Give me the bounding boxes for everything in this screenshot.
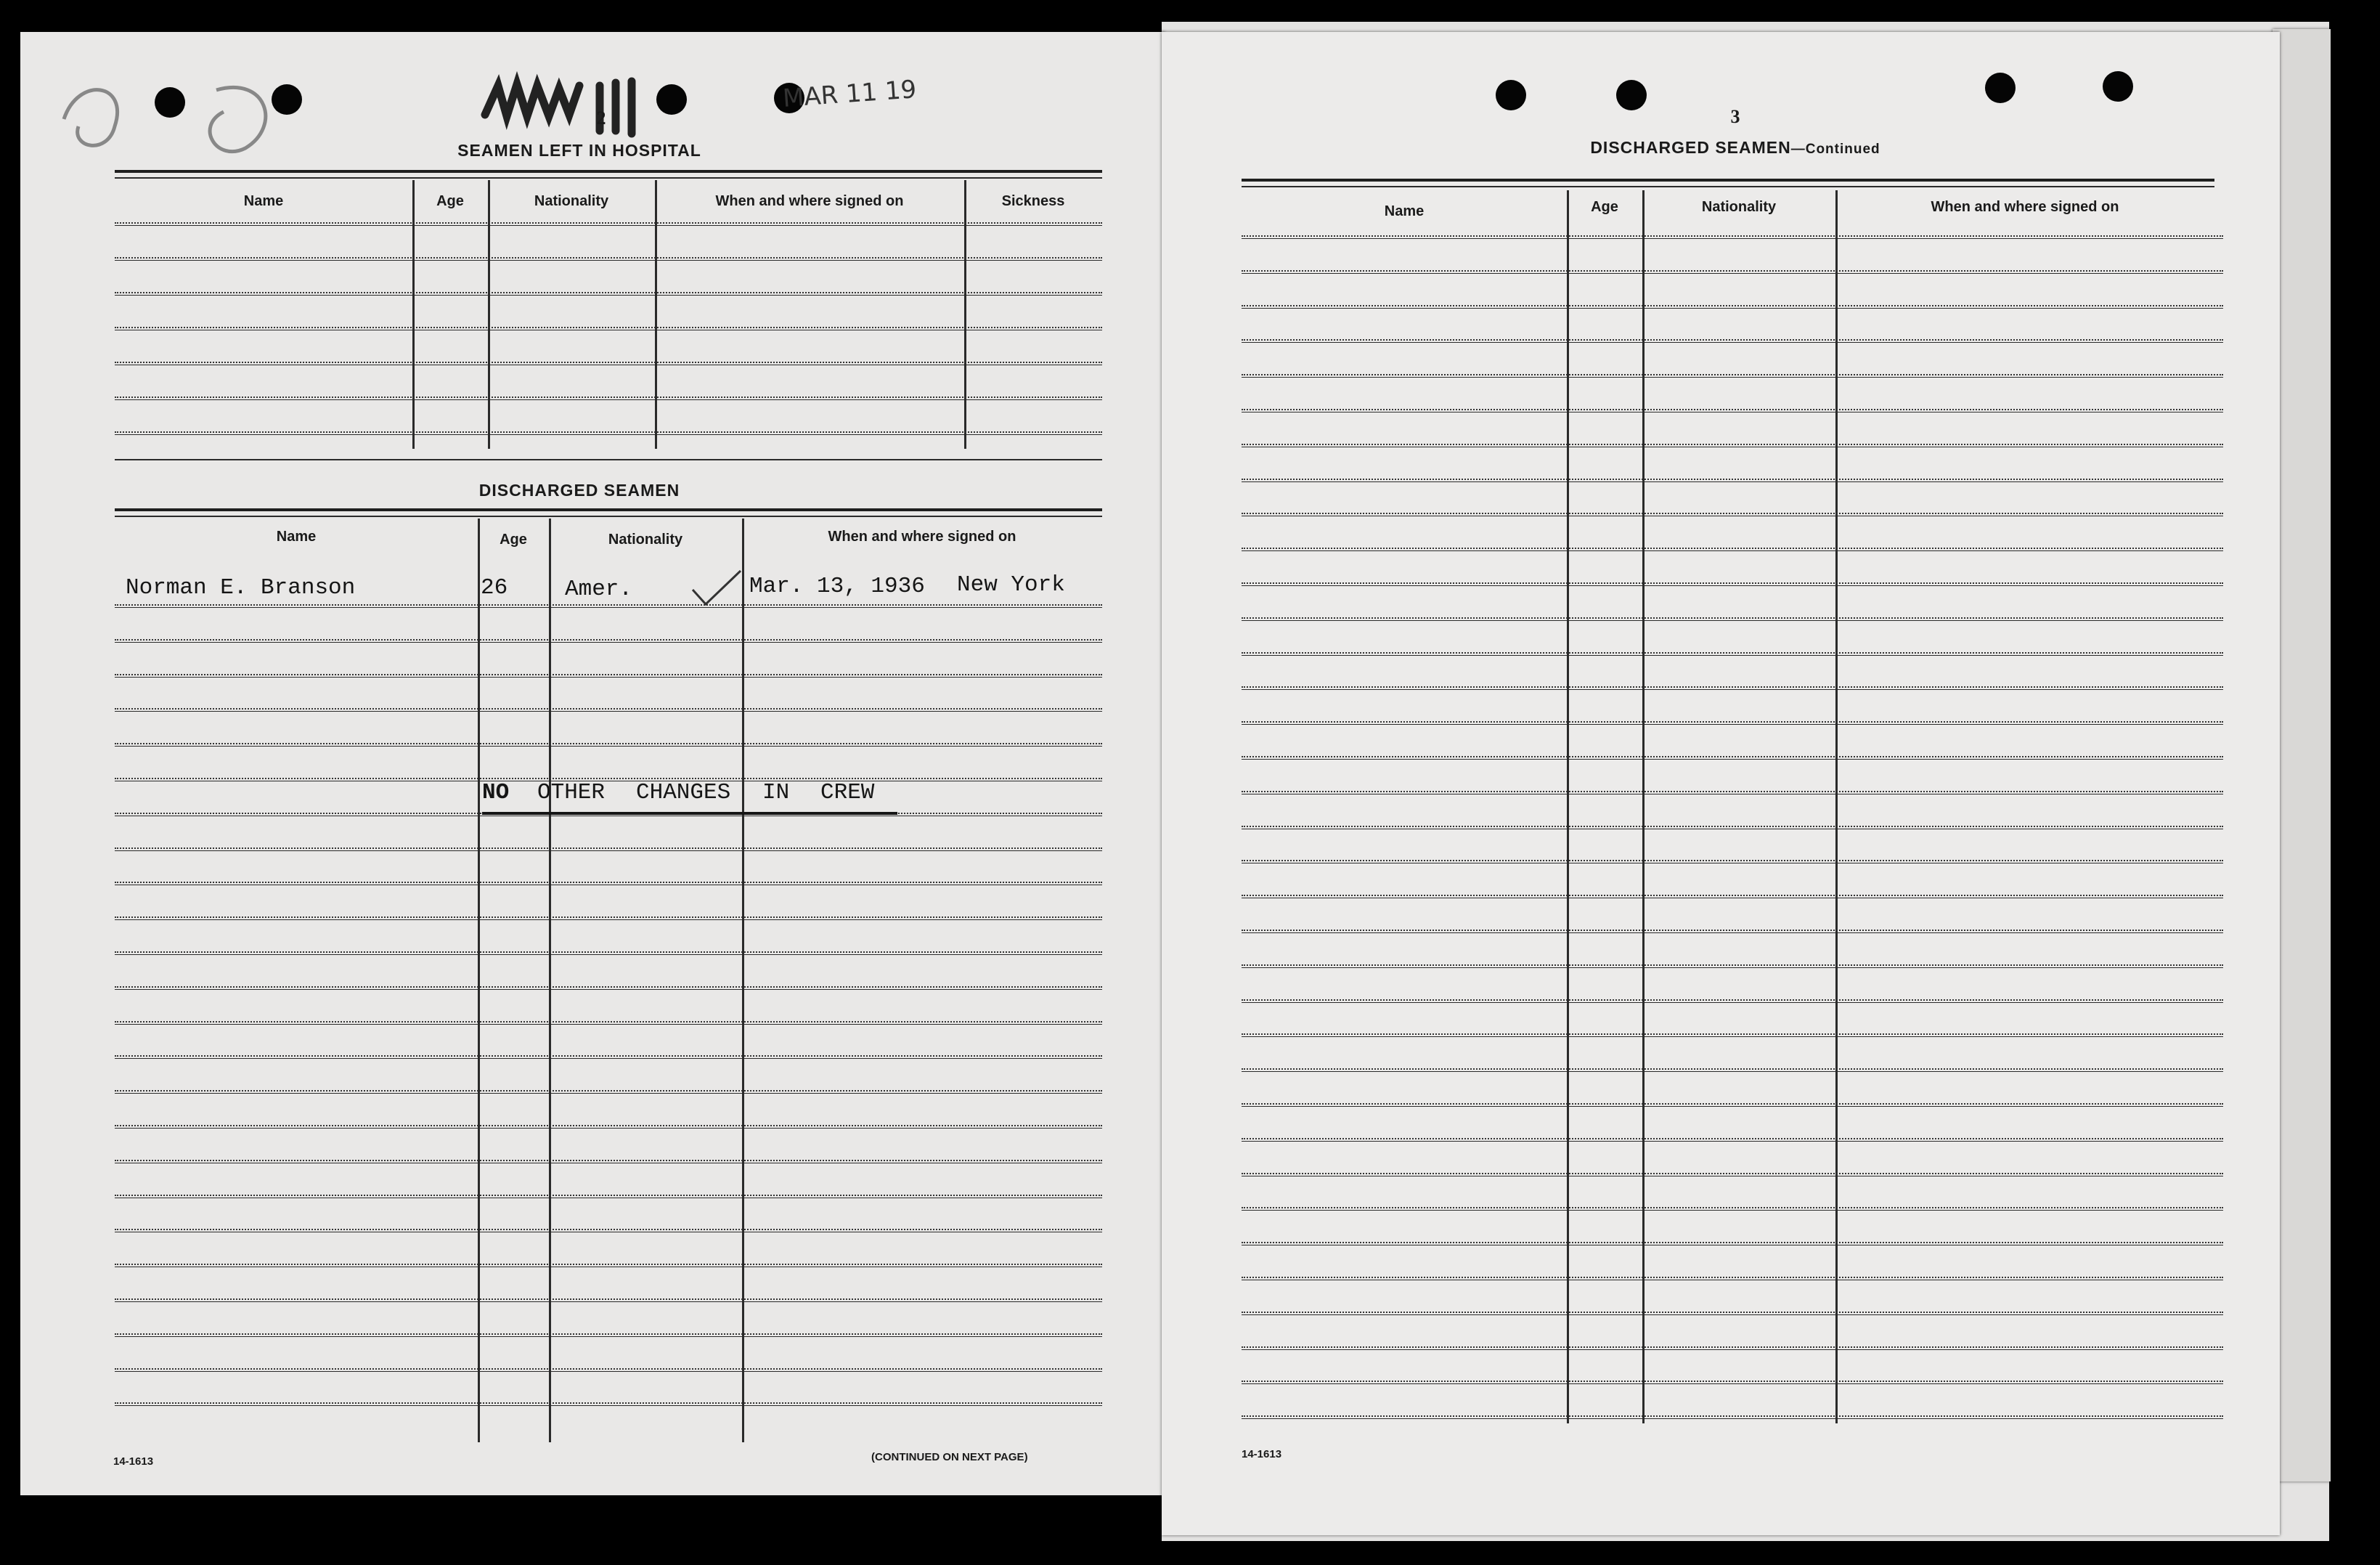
row-rule (115, 743, 1102, 744)
row-rule (1242, 444, 2223, 445)
row-rule (115, 986, 1102, 988)
entry-name: Norman E. Branson (126, 575, 356, 601)
row-rule (1242, 655, 2223, 656)
row-rule (1242, 1381, 2223, 1382)
row-rule (1242, 1173, 2223, 1174)
row-rule (1242, 689, 2223, 690)
binder-hole-icon (1616, 80, 1647, 110)
discharged-col-age: Age (500, 532, 527, 548)
column-rule (964, 180, 966, 449)
row-rule (1242, 759, 2223, 760)
note-word-2: OTHER (537, 780, 606, 805)
row-rule (1242, 481, 2223, 482)
row-rule (115, 607, 1102, 608)
row-rule (1242, 826, 2223, 827)
row-rule (115, 1298, 1102, 1300)
right-col-signed-on: When and where signed on (1931, 199, 2119, 215)
row-rule (1242, 1106, 2223, 1107)
discharged-section-title: DISCHARGED SEAMEN (478, 481, 680, 500)
sheet-edge (2273, 29, 2331, 1481)
entry-place: New York (957, 572, 1065, 598)
note-underline (482, 812, 897, 815)
row-rule (1242, 620, 2223, 621)
row-rule (1242, 1141, 2223, 1142)
hospital-col-age: Age (436, 193, 464, 209)
row-rule (1242, 377, 2223, 378)
entry-age: 26 (481, 575, 508, 601)
row-rule (115, 1229, 1102, 1230)
row-rule (115, 1090, 1102, 1092)
row-rule (1242, 967, 2223, 968)
row-rule (1242, 1346, 2223, 1348)
column-rule (478, 519, 480, 1442)
rule (115, 516, 1102, 517)
row-rule (115, 327, 1102, 328)
row-rule (1242, 895, 2223, 896)
right-title-main: DISCHARGED SEAMEN (1590, 138, 1791, 157)
row-rule (115, 1301, 1102, 1302)
row-rule (115, 1405, 1102, 1406)
row-rule (115, 225, 1102, 226)
hospital-section-title: SEAMEN LEFT IN HOSPITAL (457, 141, 701, 160)
row-rule (1242, 721, 2223, 723)
binder-hole-icon (1496, 80, 1526, 110)
row-rule (1242, 305, 2223, 306)
row-rule (115, 778, 1102, 779)
row-rule (115, 292, 1102, 293)
row-rule (115, 1195, 1102, 1196)
right-section-title (1503, 138, 1968, 158)
row-rule (1242, 860, 2223, 861)
note-word-1: NO (482, 780, 510, 805)
left-page (20, 32, 1165, 1495)
row-rule (115, 711, 1102, 712)
smudge-icon (49, 61, 289, 170)
row-rule (1242, 374, 2223, 375)
row-rule (1242, 550, 2223, 551)
row-rule (1242, 1314, 2223, 1315)
row-rule (115, 260, 1102, 261)
row-rule (115, 674, 1102, 675)
note-word-3: CHANGES (636, 780, 731, 805)
row-rule (1242, 339, 2223, 341)
row-rule (115, 1368, 1102, 1370)
row-rule (1242, 617, 2223, 619)
column-rule (549, 519, 551, 1442)
column-rule (742, 519, 744, 1442)
row-rule (115, 677, 1102, 678)
row-rule (1242, 1277, 2223, 1278)
discharged-col-nationality: Nationality (608, 532, 683, 548)
row-rule (115, 1128, 1102, 1129)
row-rule (115, 639, 1102, 641)
row-rule (1242, 1210, 2223, 1211)
row-rule (115, 1333, 1102, 1335)
row-rule (115, 1058, 1102, 1059)
row-rule (1242, 308, 2223, 309)
binder-hole-icon (1985, 73, 2016, 103)
row-rule (1242, 724, 2223, 725)
handwritten-mark-icon (470, 64, 659, 144)
row-rule (115, 1093, 1102, 1094)
row-rule (115, 257, 1102, 259)
rule (115, 459, 1102, 460)
column-rule (488, 180, 490, 449)
continued-note: (CONTINUED ON NEXT PAGE) (871, 1451, 1028, 1463)
rule (115, 508, 1102, 511)
row-rule (1242, 235, 2223, 237)
checkmark-icon (688, 568, 746, 611)
discharged-col-name: Name (276, 529, 317, 545)
right-page (1162, 32, 2280, 1535)
page-number: 2 (596, 107, 606, 129)
row-rule (1242, 999, 2223, 1001)
discharged-col-signed-on: When and where signed on (828, 529, 1016, 545)
right-col-name: Name (1384, 203, 1425, 219)
binder-hole-icon (656, 84, 687, 115)
column-rule (655, 180, 657, 449)
rule (115, 177, 1102, 179)
row-rule (1242, 1242, 2223, 1243)
row-rule (1242, 238, 2223, 239)
hospital-col-name: Name (243, 193, 284, 209)
row-rule (115, 295, 1102, 296)
row-rule (1242, 1033, 2223, 1035)
row-rule (115, 708, 1102, 710)
hospital-col-signed-on: When and where signed on (715, 193, 904, 209)
note-word-4: IN (762, 780, 790, 805)
row-rule (1242, 270, 2223, 272)
note-word-5: CREW (820, 780, 875, 805)
row-rule (1242, 548, 2223, 549)
row-rule (115, 434, 1102, 435)
rule (115, 170, 1102, 173)
row-rule (115, 989, 1102, 990)
form-number: 14-1613 (1242, 1448, 1282, 1460)
row-rule (1242, 1312, 2223, 1313)
row-rule (1242, 686, 2223, 688)
row-rule (1242, 479, 2223, 480)
row-rule (1242, 964, 2223, 966)
row-rule (1242, 1415, 2223, 1417)
row-rule (1242, 756, 2223, 757)
right-title-suffix: —Continued (1790, 142, 1880, 157)
row-rule (1242, 409, 2223, 410)
row-rule (1242, 791, 2223, 792)
page-number: 3 (1730, 106, 1740, 127)
column-rule (1835, 190, 1838, 1423)
row-rule (115, 399, 1102, 400)
entry-nationality: Amer. (565, 577, 633, 602)
row-rule (1242, 1349, 2223, 1350)
row-rule (115, 882, 1102, 883)
right-col-nationality: Nationality (1701, 199, 1777, 215)
row-rule (115, 642, 1102, 643)
row-rule (115, 431, 1102, 433)
row-rule (1242, 1068, 2223, 1070)
row-rule (115, 746, 1102, 747)
row-rule (115, 916, 1102, 918)
row-rule (1242, 652, 2223, 654)
stamp-icon (768, 58, 986, 123)
row-rule (115, 954, 1102, 955)
row-rule (115, 1125, 1102, 1126)
row-rule (1242, 930, 2223, 931)
entry-date: Mar. 13, 1936 (749, 574, 925, 599)
column-rule (412, 180, 415, 449)
row-rule (115, 1160, 1102, 1161)
row-rule (1242, 513, 2223, 514)
row-rule (115, 951, 1102, 953)
row-rule (1242, 585, 2223, 586)
row-rule (115, 1021, 1102, 1023)
row-rule (115, 919, 1102, 920)
row-rule (1242, 1071, 2223, 1072)
row-rule (115, 1055, 1102, 1057)
row-rule (115, 850, 1102, 851)
binder-hole-icon (2103, 71, 2133, 102)
row-rule (1242, 1207, 2223, 1208)
row-rule (115, 1402, 1102, 1404)
rule (1242, 179, 2214, 182)
rule (1242, 186, 2214, 187)
right-col-age: Age (1591, 199, 1618, 215)
row-rule (115, 397, 1102, 398)
row-rule (1242, 342, 2223, 343)
row-rule (1242, 932, 2223, 933)
row-rule (1242, 582, 2223, 584)
row-rule (1242, 1103, 2223, 1105)
row-rule (115, 1336, 1102, 1337)
row-rule (115, 847, 1102, 849)
hospital-col-sickness: Sickness (1001, 193, 1065, 209)
svg-text:MAR 11 19: MAR 11 19 (781, 75, 918, 113)
row-rule (1242, 1383, 2223, 1384)
row-rule (115, 604, 1102, 606)
row-rule (1242, 1138, 2223, 1139)
row-rule (115, 222, 1102, 224)
row-rule (1242, 1418, 2223, 1419)
row-rule (115, 362, 1102, 363)
row-rule (1242, 1002, 2223, 1003)
row-rule (115, 1264, 1102, 1265)
column-rule (1567, 190, 1569, 1423)
column-rule (1642, 190, 1645, 1423)
hospital-col-nationality: Nationality (534, 193, 609, 209)
row-rule (115, 1024, 1102, 1025)
row-rule (1242, 1036, 2223, 1037)
form-number: 14-1613 (113, 1455, 154, 1468)
row-rule (115, 1371, 1102, 1372)
row-rule (1242, 273, 2223, 274)
